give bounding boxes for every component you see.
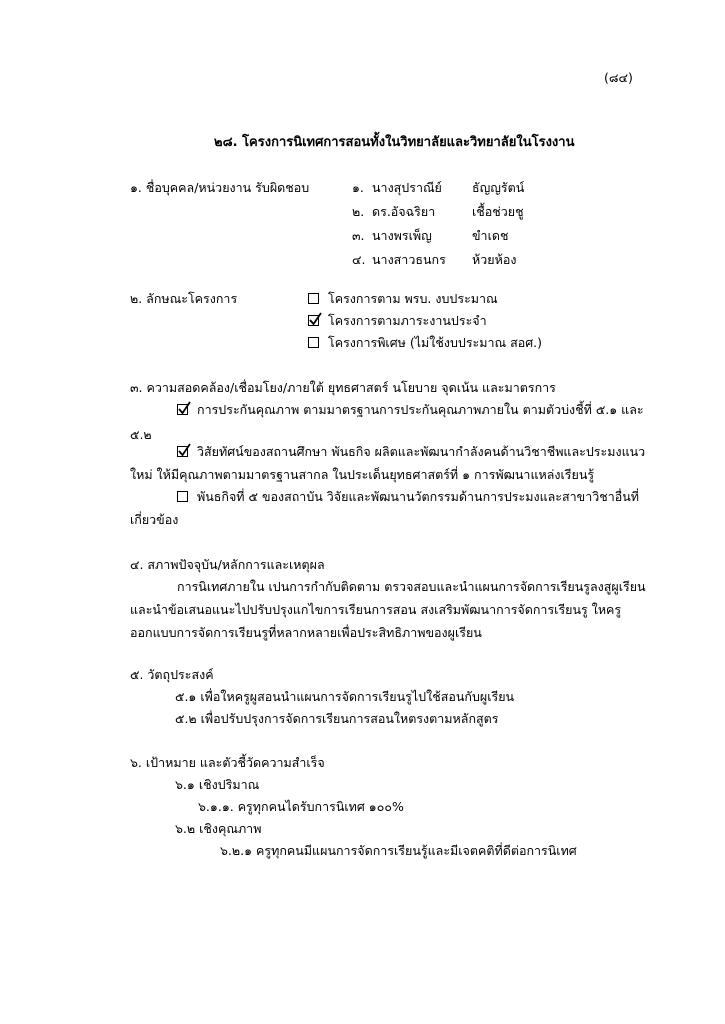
section-3-label: ๓. ความสอดคล้อง/เชื่อมโยง/ภายใต้ ยุทธศาสตร์ นโยบาย จุดเน้น และมาตรการ <box>130 380 556 395</box>
alignment-item-2-line2: ใหม่ ให้มีคุณภาพตามมาตรฐานสากล ในประเด็นยุทธศาสตร์ที่ ๑ การพัฒนาแหล่งเรียนรู้ <box>130 467 595 482</box>
section-1-label: ๑. ชื่อบุคคล/หน่วยงาน รับผิดชอบ <box>130 180 310 195</box>
background-line-1: การนิเทศภายใน เปนการกำกับติดตาม ตรวจสอบและนำแผนการจัดการเรียนรูลงสูผูเรียน <box>177 579 646 594</box>
checkmark-icon <box>177 401 191 415</box>
document-title: ๒๘. โครงการนิเทศการสอนทั้งในวิทยาลัยและวิทยาลัยในโรงงาน <box>214 135 575 150</box>
section-4-label: ๔. สภาพปัจจุบัน/หลักการและเหตุผล <box>130 557 325 572</box>
alignment-item-2-line1: วิสัยทัศน์ของสถานศึกษา พันธกิจ ผลิตและพัฒนากำลังคนด้านวิชาชีพและประมงแนว <box>197 444 646 459</box>
alignment-item-3-line2: เกี่ยวข้อง <box>130 512 179 527</box>
person-4-surname: ห้วยห้อง <box>472 252 517 267</box>
option-budget-act: โครงการตาม พรบ. งบประมาณ <box>328 291 498 306</box>
person-2-surname: เชื้อช่วยชู <box>472 204 524 219</box>
person-4-num: ๔. <box>352 252 366 267</box>
alignment-item-1-line2: ๕.๒ <box>130 427 152 442</box>
option-special-project: โครงการพิเศษ (ไม่ใช้งบประมาณ สอศ.) <box>328 335 542 350</box>
target-quality-heading: ๖.๒ เชิงคุณภาพ <box>175 821 262 836</box>
person-1-num: ๑. <box>352 180 364 195</box>
objective-1: ๕.๑ เพื่อใหครูผูสอนนำแผนการจัดการเรียนรูไปใช้สอนกับผูเรียน <box>175 689 515 704</box>
section-6-label: ๖. เป้าหมาย และตัวชี้วัดความสำเร็จ <box>130 755 325 770</box>
objective-2: ๕.๒ เพื่อปรับปรุงการจัดการเรียนการสอนใหตรงตามหลักสูตร <box>175 711 499 726</box>
person-3-surname: ขำเดช <box>472 228 509 243</box>
section-2-label: ๒. ลักษณะโครงการ <box>130 291 238 306</box>
background-line-3: ออกแบบการจัดการเรียนรูที่หลากหลายเพื่อประสิทธิภาพของผูเรียน <box>130 625 482 640</box>
person-2-name: ดร.อัจฉริยา <box>372 204 436 219</box>
checkbox-quality-assurance[interactable] <box>177 404 188 415</box>
person-4-name: นางสาวธนกร <box>372 252 446 267</box>
alignment-item-3-line1: พันธกิจที่ ๕ ของสถาบัน วิจัยและพัฒนานวัตกรรมด้านการประมงและสาขาวิชาอื่นที่ <box>197 489 640 504</box>
target-quantity-heading: ๖.๑ เชิงปริมาณ <box>175 777 260 792</box>
target-quantity-item: ๖.๑.๑. ครูทุกคนไดรับการนิเทศ ๑๐๐% <box>198 799 404 814</box>
target-quality-item: ๖.๒.๑ ครูทุกคนมีแผนการจัดการเรียนรู้และมีเจตคติที่ดีต่อการนิเทศ <box>220 843 577 858</box>
background-line-2: และนำข้อเสนอแนะไปปรับปรุงแกไขการเรียนการสอน สงเสริมพัฒนาการจัดการเรียนรู ใหครู <box>130 602 622 617</box>
checkmark-icon <box>177 443 191 457</box>
checkbox-routine-work[interactable] <box>308 315 319 326</box>
person-1-surname: ธัญญรัตน์ <box>472 180 525 195</box>
person-3-num: ๓. <box>352 228 365 243</box>
person-3-name: นางพรเพ็ญ <box>372 228 432 243</box>
checkmark-icon <box>308 312 322 326</box>
section-5-label: ๕. วัตถุประสงค์ <box>130 667 214 682</box>
person-1-name: นางสุปราณีย์ <box>372 180 442 195</box>
person-2-num: ๒. <box>352 204 365 219</box>
checkbox-budget-act[interactable] <box>308 293 319 304</box>
checkbox-institute-mission[interactable] <box>177 491 188 502</box>
option-routine-work: โครงการตามภาระงานประจำ <box>328 313 487 328</box>
checkbox-special-project[interactable] <box>308 337 319 348</box>
alignment-item-1-line1: การประกันคุณภาพ ตามมาตรฐานการประกันคุณภาพภายใน ตามตัวบ่งชี้ที่ ๕.๑ และ <box>197 402 644 417</box>
page-number: (๘๔) <box>604 70 633 85</box>
checkbox-vision-mission[interactable] <box>177 446 188 457</box>
